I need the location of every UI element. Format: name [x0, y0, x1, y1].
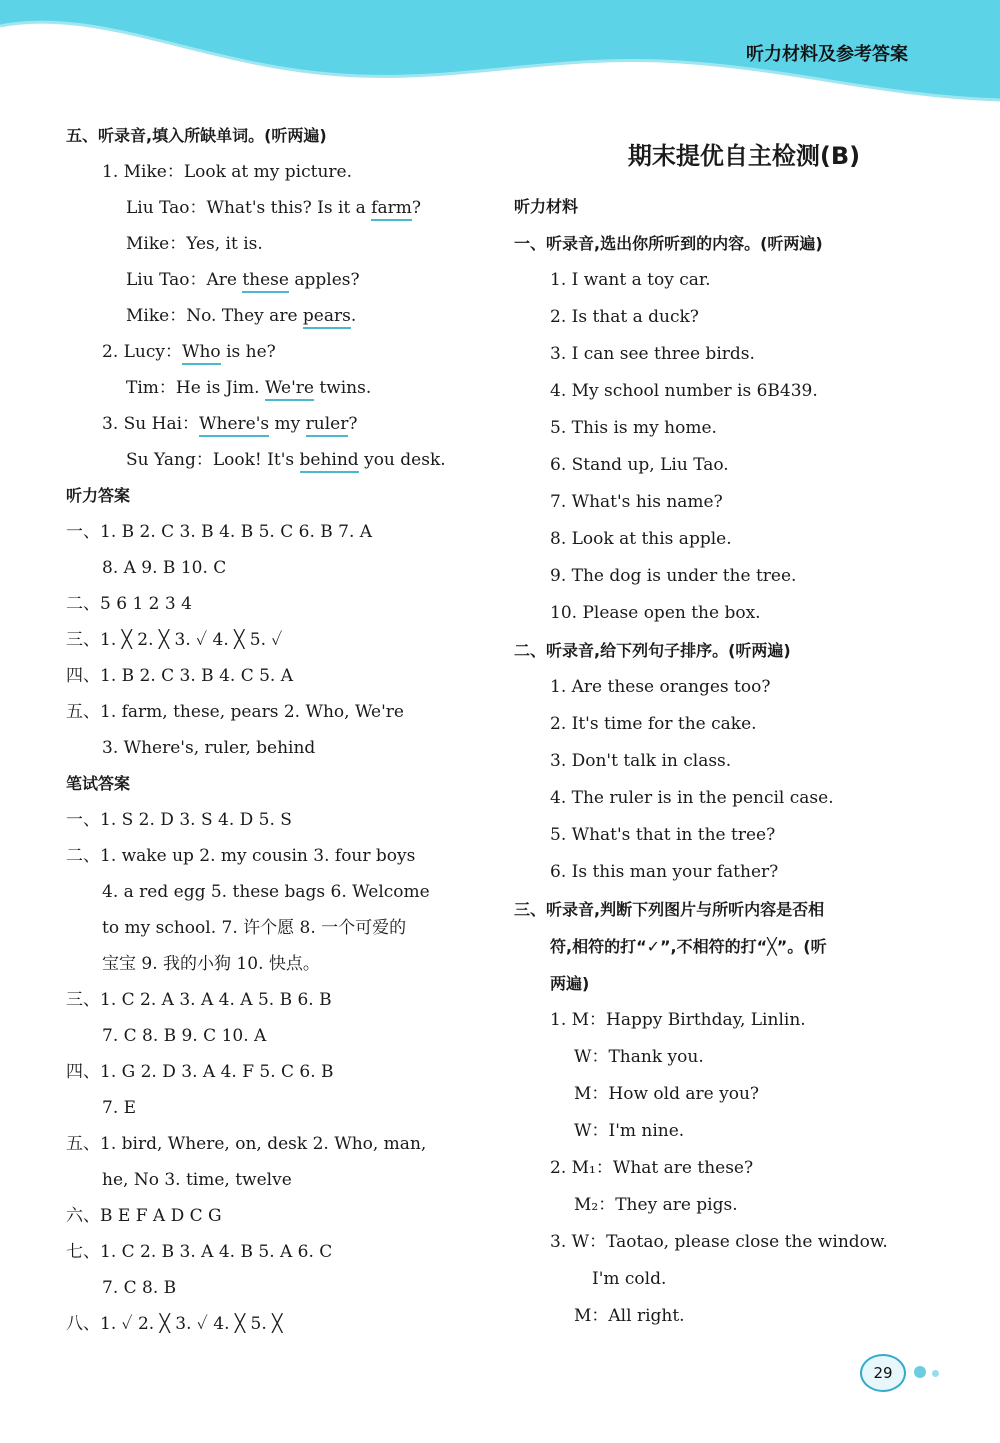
list-item: 6. Is this man your father?	[550, 862, 779, 882]
dialogue-line: M：How old are you?	[574, 1084, 760, 1104]
dialogue-line: M₂：They are pigs.	[574, 1195, 738, 1215]
dialogue-line	[66, 406, 486, 442]
dialogue-line	[66, 298, 486, 334]
answer-line: 四、1. B 2. C 3. B 4. C 5. A	[66, 666, 294, 686]
text: ?	[348, 414, 358, 434]
list-item: 5. This is my home.	[550, 418, 717, 438]
section-heading: 五、听录音,填入所缺单词。(听两遍)	[66, 126, 327, 145]
answer-line: 7. C 8. B 9. C 10. A	[102, 1026, 267, 1046]
dialogue-line: 3. W：Taotao, please close the window.	[550, 1232, 888, 1252]
answer-line: 7. C 8. B	[102, 1278, 177, 1298]
answer-line: 五、1. farm, these, pears 2. Who, We're	[66, 702, 404, 722]
list-item: 3. I can see three birds.	[550, 344, 755, 364]
list-item: 5. What's that in the tree?	[550, 825, 776, 845]
filled-word: ruler	[306, 414, 349, 437]
answer-line: 一、1. B 2. C 3. B 4. B 5. C 6. B 7. A	[66, 522, 373, 542]
list-item: 10. Please open the box.	[550, 603, 761, 623]
dialogue-line: 1. Mike：Look at my picture.	[102, 162, 353, 182]
list-item: 9. The dog is under the tree.	[550, 566, 797, 586]
dialogue-line: W：Thank you.	[574, 1047, 704, 1067]
list-item: 8. Look at this apple.	[550, 529, 732, 549]
part2-heading: 二、听录音,给下列句子排序。(听两遍)	[514, 641, 791, 660]
filled-word: behind	[300, 450, 359, 473]
text: you desk.	[358, 450, 446, 470]
answer-line: 七、1. C 2. B 3. A 4. B 5. A 6. C	[66, 1242, 333, 1262]
list-item: 6. Stand up, Liu Tao.	[550, 455, 729, 475]
list-item: 4. My school number is 6B439.	[550, 381, 818, 401]
answer-line: 六、B E F A D C G	[66, 1206, 222, 1226]
part1-heading: 一、听录音,选出你所听到的内容。(听两遍)	[514, 234, 823, 253]
page-number: 29	[860, 1354, 906, 1392]
header-title: 听力材料及参考答案	[746, 44, 908, 65]
answer-line: 二、1. wake up 2. my cousin 3. four boys	[66, 846, 416, 866]
text: ?	[411, 198, 421, 218]
listening-answers-heading: 听力答案	[66, 486, 131, 505]
answer-line: 四、1. G 2. D 3. A 4. F 5. C 6. B	[66, 1062, 334, 1082]
answer-line: 二、5 6 1 2 3 4	[66, 594, 192, 614]
text: Mike：No. They are	[126, 306, 303, 326]
dialogue-line	[66, 442, 486, 478]
text: is he?	[220, 342, 276, 362]
filled-word: Where's	[199, 414, 269, 437]
answer-line: 三、1. ╳ 2. ╳ 3. ✓ 4. ╳ 5. ✓	[66, 630, 283, 650]
text: apples?	[288, 270, 360, 290]
answer-line: 7. E	[102, 1098, 137, 1118]
filled-word: farm	[371, 198, 412, 221]
list-item: 2. Is that a duck?	[550, 307, 699, 327]
answer-line: 三、1. C 2. A 3. A 4. A 5. B 6. B	[66, 990, 332, 1010]
text: twins.	[313, 378, 372, 398]
answer-line: 3. Where's, ruler, behind	[102, 738, 316, 758]
answer-line: he, No 3. time, twelve	[102, 1170, 292, 1190]
list-item: 3. Don't talk in class.	[550, 751, 732, 771]
dialogue-line: M：All right.	[574, 1306, 685, 1326]
list-item: 4. The ruler is in the pencil case.	[550, 788, 834, 808]
filled-word: these	[242, 270, 289, 293]
page-header-band	[0, 0, 1000, 110]
written-answers-heading: 笔试答案	[66, 774, 131, 793]
dialogue-line	[66, 262, 486, 298]
part3-heading-line: 符,相符的打“✓”,不相符的打“╳”。(听	[550, 937, 827, 956]
filled-word: We're	[265, 378, 314, 401]
dialogue-line	[66, 334, 486, 370]
part3-heading-line: 三、听录音,判断下列图片与所听内容是否相	[514, 900, 825, 919]
dialogue-line	[66, 370, 486, 406]
text: Su Yang：Look! It's	[126, 450, 300, 470]
text: .	[350, 306, 357, 326]
answer-line: 五、1. bird, Where, on, desk 2. Who, man,	[66, 1134, 427, 1154]
answer-line: 宝宝 9. 我的小狗 10. 快点。	[102, 954, 320, 974]
filled-word: Who	[182, 342, 221, 365]
decorative-dot	[914, 1366, 926, 1378]
answer-line: 一、1. S 2. D 3. S 4. D 5. S	[66, 810, 292, 830]
list-item: 2. It's time for the cake.	[550, 714, 757, 734]
list-item: 7. What's his name?	[550, 492, 723, 512]
test-title: 期末提优自主检测(B)	[627, 142, 861, 170]
part3-heading-line: 两遍)	[550, 974, 590, 993]
text: 2. Lucy：	[102, 342, 182, 362]
materials-heading: 听力材料	[514, 197, 579, 216]
dialogue-line: 2. M₁：What are these?	[550, 1158, 754, 1178]
dialogue-line: Mike：Yes, it is.	[126, 234, 263, 254]
left-column	[66, 118, 486, 1342]
answer-line: 8. A 9. B 10. C	[102, 558, 227, 578]
list-item: 1. Are these oranges too?	[550, 677, 771, 697]
dialogue-line: I'm cold.	[592, 1269, 667, 1289]
dialogue-line: W：I'm nine.	[574, 1121, 685, 1141]
answer-line: 八、1. ✓ 2. ╳ 3. ✓ 4. ╳ 5. ╳	[66, 1314, 283, 1334]
answer-line: to my school. 7. 许个愿 8. 一个可爱的	[102, 918, 407, 938]
right-column	[514, 136, 934, 1335]
dialogue-line	[66, 190, 486, 226]
text: Liu Tao：What's this? Is it a	[126, 198, 372, 218]
dialogue-line: 1. M：Happy Birthday, Linlin.	[550, 1010, 806, 1030]
text: Tim：He is Jim.	[126, 378, 265, 398]
text: Liu Tao：Are	[126, 270, 243, 290]
text: 3. Su Hai：	[102, 414, 200, 434]
filled-word: pears	[303, 306, 351, 329]
decorative-dot	[932, 1370, 939, 1377]
answer-line: 4. a red egg 5. these bags 6. Welcome	[102, 882, 430, 902]
text: my	[269, 414, 306, 434]
list-item: 1. I want a toy car.	[550, 270, 711, 290]
